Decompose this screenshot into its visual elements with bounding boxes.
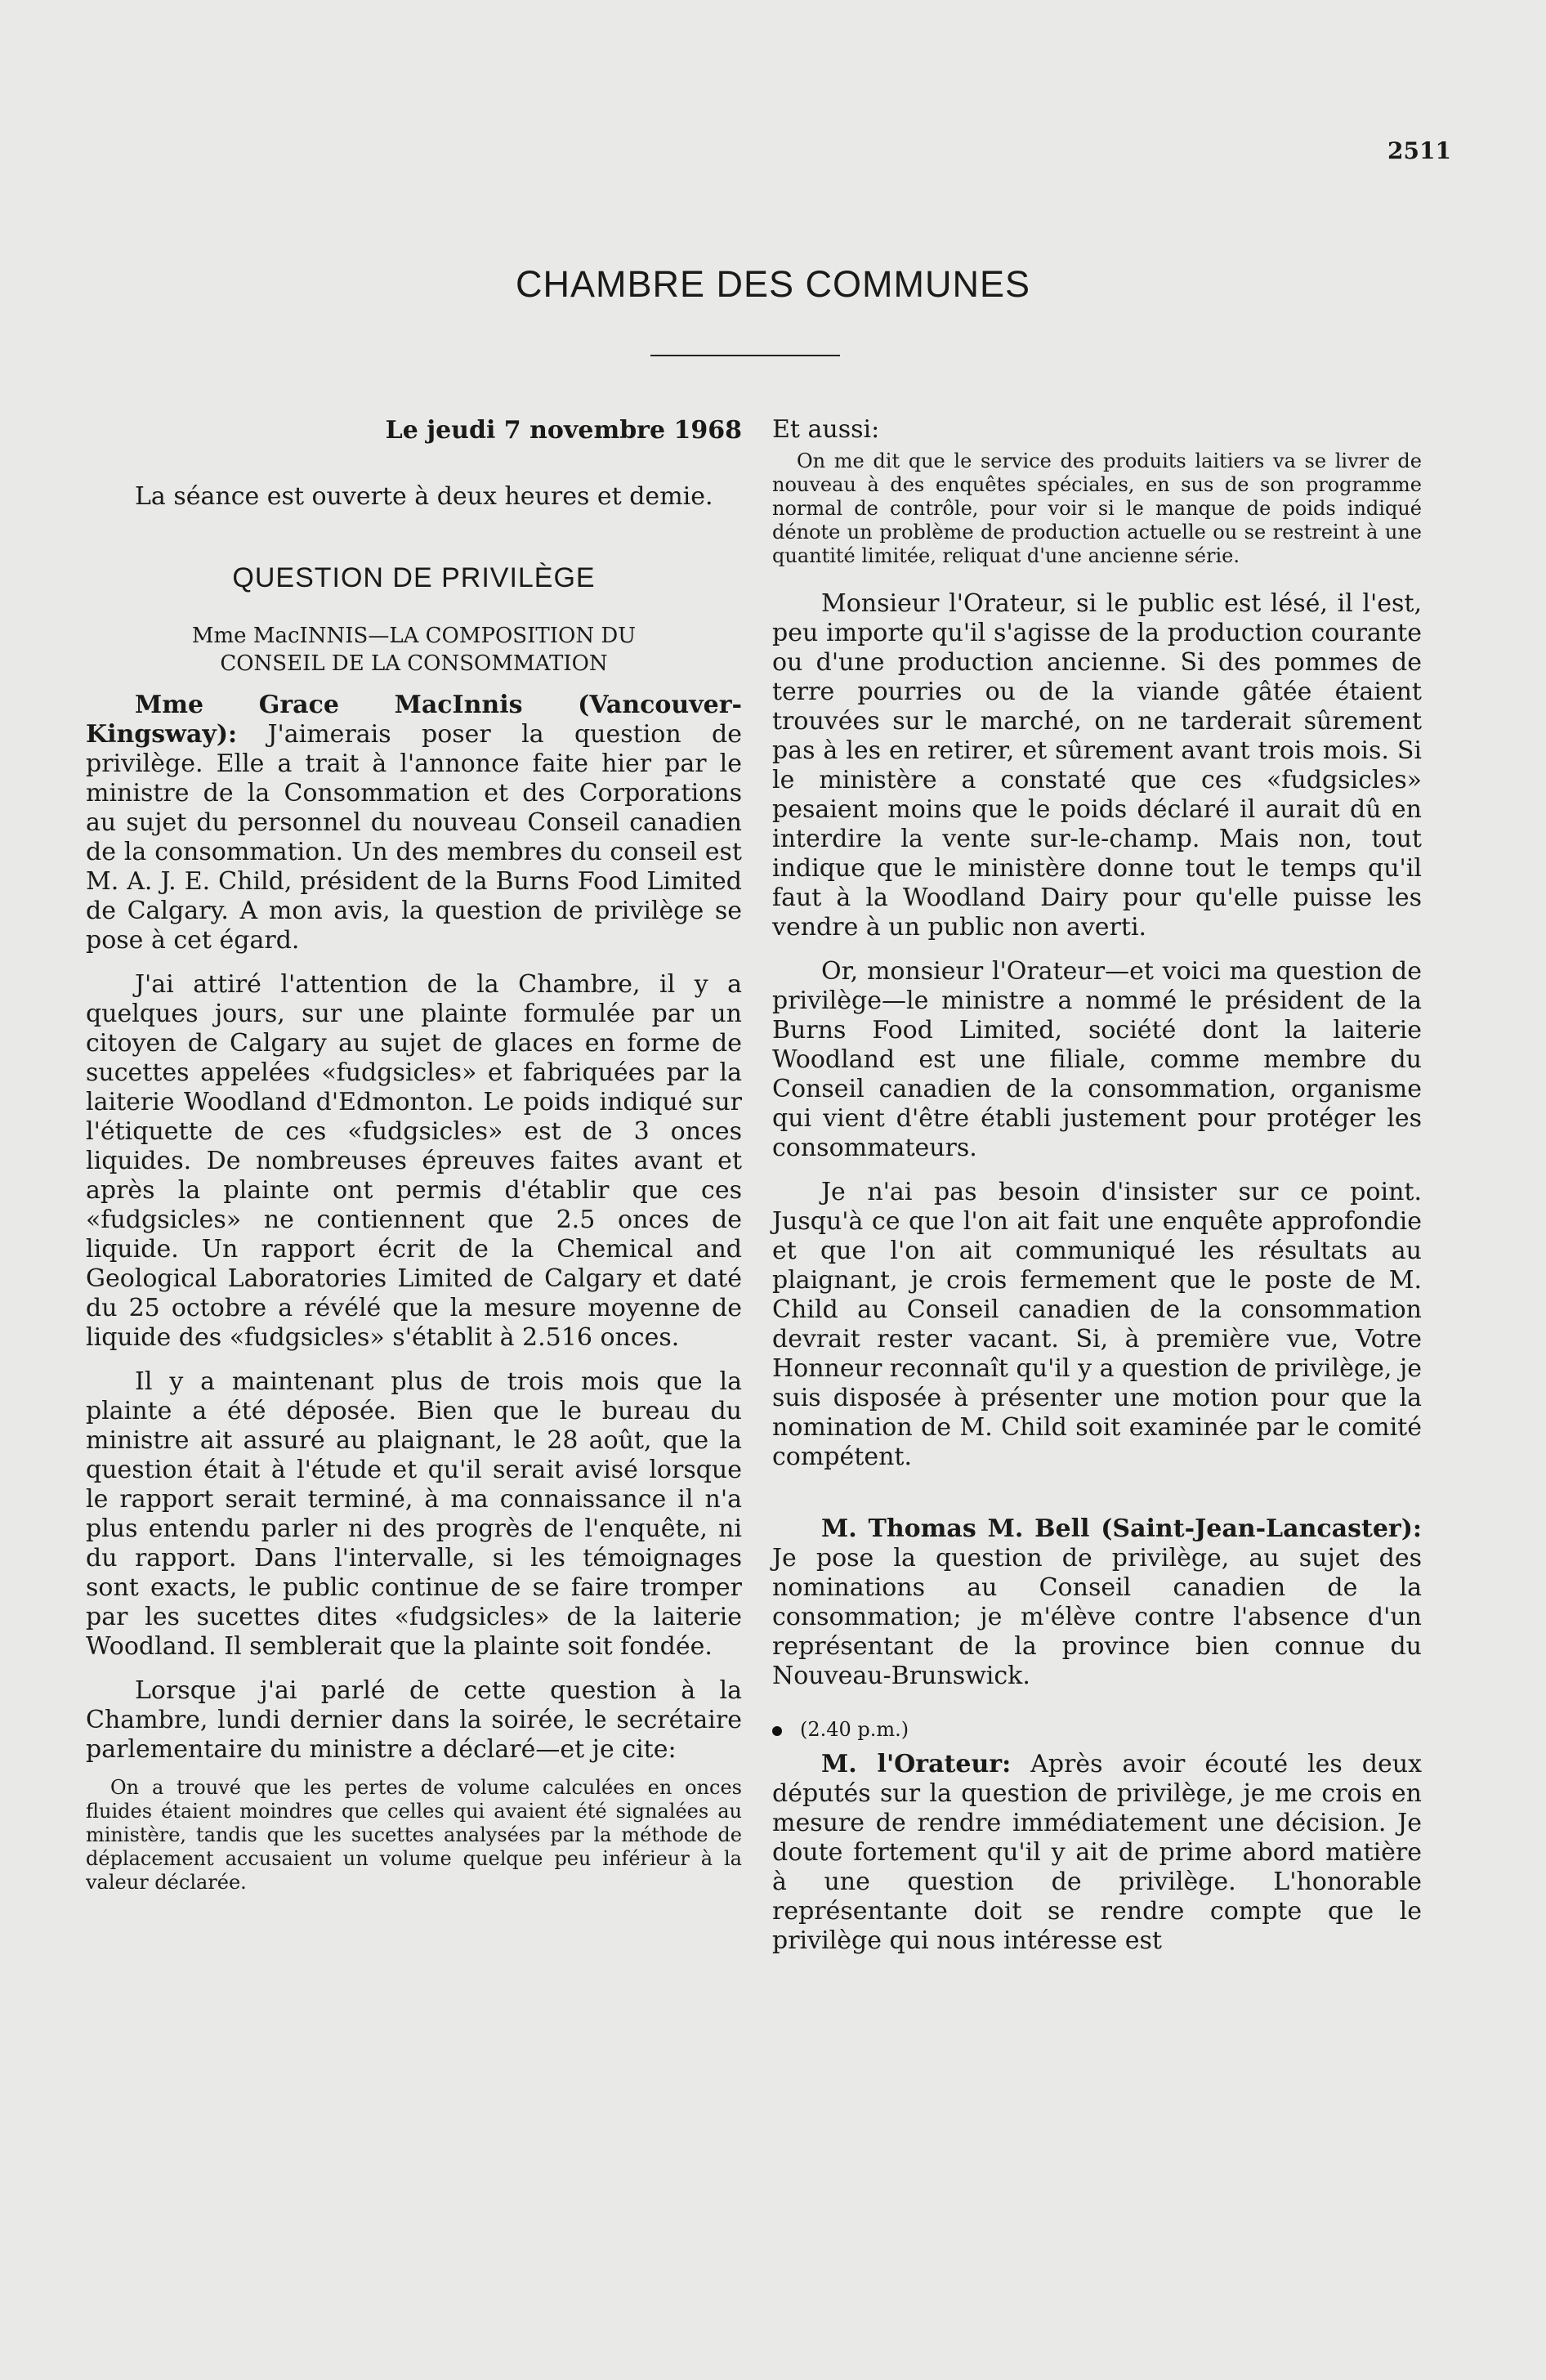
subheading-line-2: CONSEIL DE LA CONSOMMATION: [220, 651, 608, 676]
speech-paragraph: Lorsque j'ai parlé de cette question à la Chambre, lundi dernier dans la soirée, le secrétaire parlementaire du ministre a déclaré—et je cite:: [86, 1676, 742, 1764]
speech-paragraph: [86, 691, 742, 955]
masthead-title: CHAMBRE DES COMMUNES: [515, 263, 1031, 305]
title-rule: [650, 355, 840, 356]
speech-text: Je pose la question de privilège, au sujet des nominations au Conseil canadien de la consommation; je m'élève contre l'absence d'un représentant de la province bien connue du Nouveau-Brunswick.: [772, 1544, 1422, 1690]
subheading-line-1: Mme MacINNIS—LA COMPOSITION DU: [191, 624, 637, 648]
subheading: [86, 622, 742, 678]
left-column: [86, 409, 742, 1895]
quote-text: On a trouvé que les pertes de volume calculées en onces fluides étaient moindres que celles qui avaient été signalées au ministère, tandis que les sucettes analysées par la méthode de déplacement accusaient un volume quelque peu inférieur à la valeur déclarée.: [86, 1776, 742, 1894]
speaker-name: M. Thomas M. Bell (Saint-Jean-Lancaster):: [821, 1514, 1422, 1543]
section-heading: QUESTION DE PRIVILÈGE: [232, 562, 596, 593]
bullet-icon: [772, 1726, 782, 1736]
speaker-name: M. l'Orateur:: [821, 1750, 1012, 1778]
block-quote: [772, 450, 1422, 568]
block-quote: [86, 1776, 742, 1895]
right-column: [772, 409, 1422, 1956]
sitting-date: Le jeudi 7 novembre 1968: [385, 416, 742, 445]
speech-paragraph: [772, 1750, 1422, 1956]
speaker-name: Mme Grace MacInnis (Vancouver-Kingsway):: [86, 691, 742, 749]
time-stamp: [772, 1716, 1422, 1743]
speech-paragraph: [772, 1514, 1422, 1691]
quote-text: On me dit que le service des produits laitiers va se livrer de nouveau à des enquêtes spéciales, en sus de son programme normal de contrôle, pour voir si le manque de poids indiqué dénote un problème de production actuelle ou se restreint à une quantité limitée, reliquat d'une ancienne série.: [772, 450, 1422, 567]
opening-paragraph: La séance est ouverte à deux heures et demie.: [135, 482, 713, 511]
speech-paragraph: Or, monsieur l'Orateur—et voici ma question de privilège—le ministre a nommé le président de la Burns Food Limited, société dont la laiterie Woodland est une filiale, comme membre du Conseil canadien de la consommation, organisme qui vient d'être établi justement pour protéger les consommateurs.: [772, 957, 1422, 1162]
speech-paragraph: Il y a maintenant plus de trois mois que la plainte a été déposée. Bien que le bureau du ministre ait assuré au plaignant, le 28 août, que la question était à l'étude et qu'il serait avisé lorsque le rapport serait terminé, à ma connaissance il n'a plus entendu parler ni des progrès de l'enquête, ni du rapport. Dans l'intervalle, si les témoignages sont exacts, le public continue de se faire tromper par les sucettes dites «fudgsicles» de la laiterie Woodland. Il semblerait que la plainte soit fondée.: [86, 1367, 742, 1661]
speech-paragraph: Je n'ai pas besoin d'insister sur ce point. Jusqu'à ce que l'on ait fait une enquête approfondie et que l'on ait communiqué les résultats au plaignant, je crois fermement que le poste de M. Child au Conseil canadien de la consommation devrait rester vacant. Si, à première vue, Votre Honneur reconnaît qu'il y a question de privilège, je suis disposée à présenter une motion pour que la nomination de M. Child soit examinée par le comité compétent.: [772, 1178, 1422, 1471]
speech-paragraph: J'ai attiré l'attention de la Chambre, il y a quelques jours, sur une plainte formulée par un citoyen de Calgary au sujet de glaces en forme de sucettes appelées «fudgsicles» et fabriquées par la laiterie Woodland d'Edmonton. Le poids indiqué sur l'étiquette de ces «fudgsicles» est de 3 onces liquides. De nombreuses épreuves faites avant et après la plainte ont permis d'établir que ces «fudgsicles» ne contiennent que 2.5 onces de liquide. Un rapport écrit de la Chemical and Geological Laboratories Limited de Calgary et daté du 25 octobre a révélé que la mesure moyenne de liquide des «fudgsicles» s'établit à 2.516 onces.: [86, 970, 742, 1352]
quote-intro: Et aussi:: [772, 415, 880, 444]
speech-text: J'aimerais poser la question de privilège. Elle a trait à l'annonce faite hier par le ministre de la Consommation et des Corporations au sujet du personnel du nouveau Conseil canadien de la consommation. Un des membres du conseil est M. A. J. E. Child, président de la Burns Food Limited de Calgary. A mon avis, la question de privilège se pose à cet égard.: [86, 720, 742, 955]
speech-paragraph: Monsieur l'Orateur, si le public est lésé, il l'est, peu importe qu'il s'agisse de la production courante ou d'une production ancienne. Si des pommes de terre pourries ou de la viande gâtée étaient trouvées sur le marché, on ne tarderait sûrement pas à les en retirer, et sûrement avant trois mois. Si le ministère a constaté que ces «fudgsicles» pesaient moins que le poids déclaré il aurait dû en interdire la vente sur-le-champ. Mais non, tout indique que le ministère donne tout le temps qu'il faut à la Woodland Dairy pour qu'elle puisse les vendre à un public non averti.: [772, 589, 1422, 942]
page-number: 2511: [1387, 137, 1451, 164]
speech-text: Après avoir écouté les deux députés sur la question de privilège, je me crois en mesure de rendre immédiatement une décision. Je doute fortement qu'il y ait de prime abord matière à une question de privilège. L'honorable représentante doit se rendre compte que le privilège qui nous intéresse est: [772, 1750, 1422, 1955]
time-text: (2.40 p.m.): [800, 1718, 909, 1741]
